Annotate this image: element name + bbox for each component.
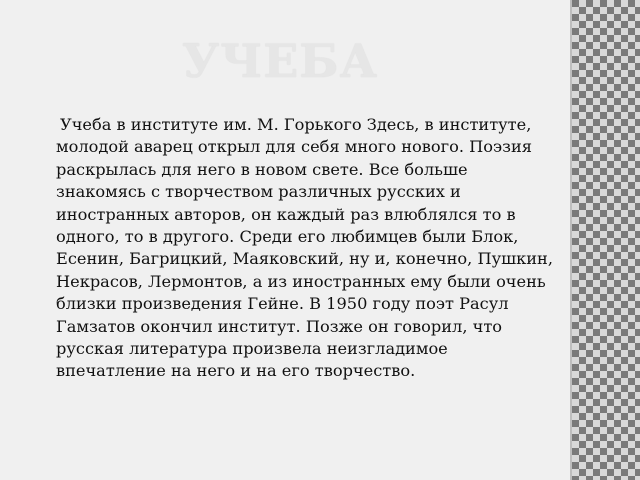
decorative-side-pattern: [570, 0, 640, 480]
slide-title: УЧЕБА: [181, 34, 379, 88]
slide-body-text: Учеба в институте им. М. Горького Здесь, в институте, молодой аварец открыл для себя много нового. Поэзия раскрылась для него в новом свете. Все больше знакомясь с творчеством различных русских и иностранных авторов, он каждый раз влюблялся то в одного, то в другого. Среди его любимцев были Блок, Есенин, Багрицкий, Маяковский, ну и, конечно, Пушкин, Некрасов, Лермонтов, а из иностранных ему были очень близки произведения Гейне. В 1950 году поэт Расул Гамзатов окончил институт. Позже он говорил, что русская литература произвела неизгладимое впечатление на него и на его творчество.: [56, 115, 553, 381]
